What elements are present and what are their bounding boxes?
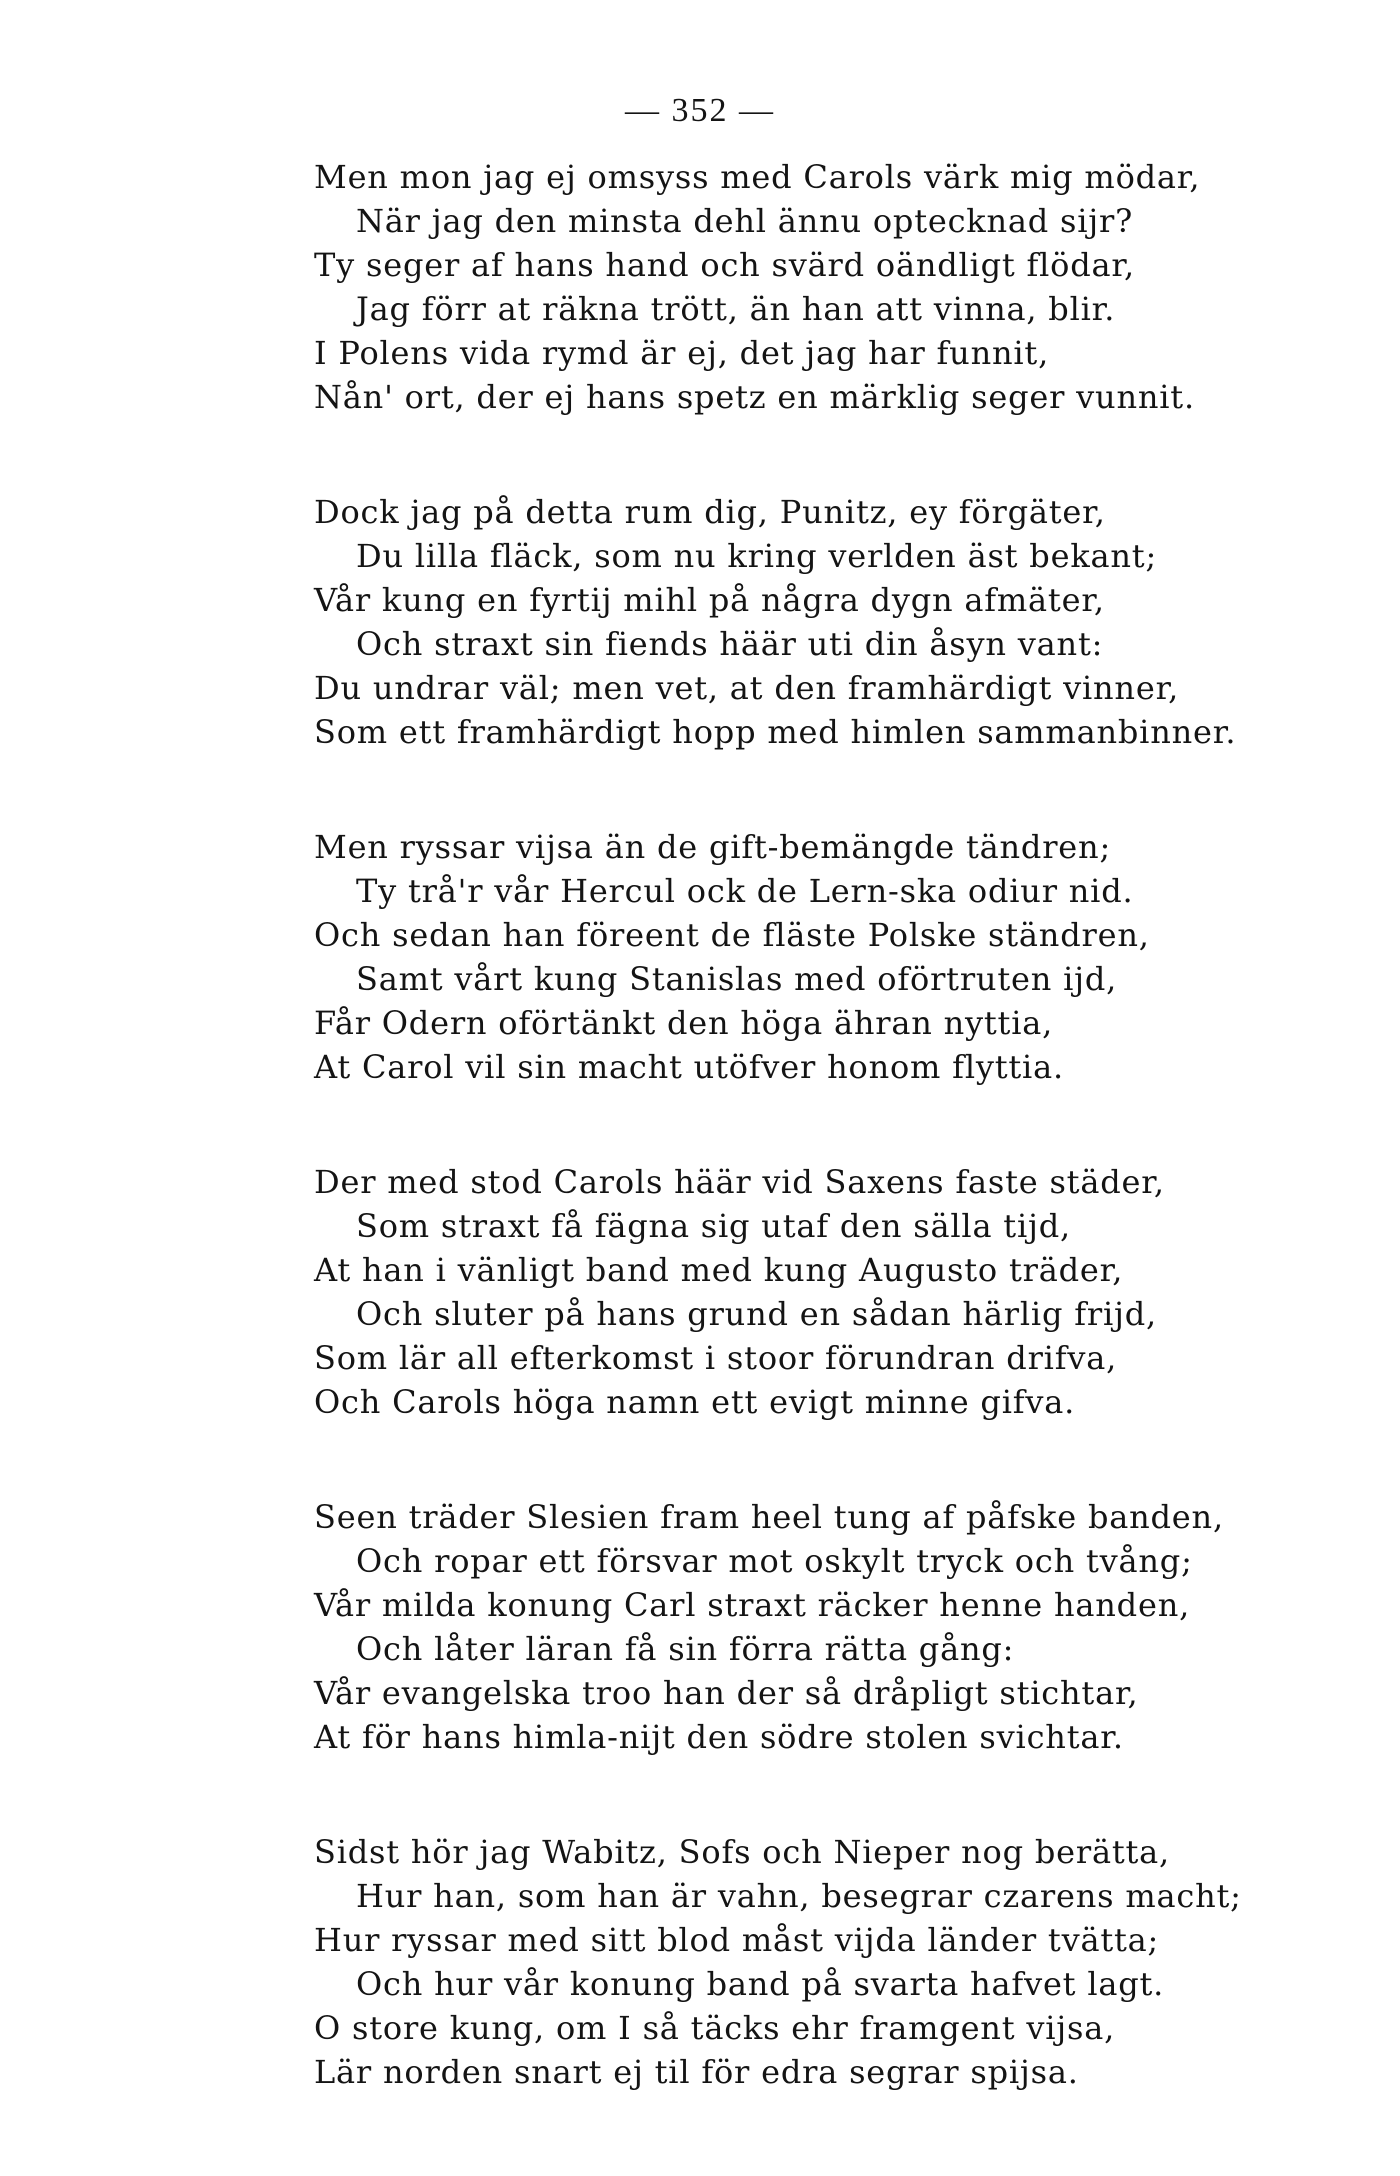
- verse-line: Och straxt sin fiends häär uti din åsyn vant:: [356, 625, 1104, 663]
- verse-line: Som straxt få fägna sig utaf den sälla tijd,: [356, 1207, 1071, 1245]
- stanza-6: [314, 1830, 1314, 2094]
- verse-line: Dock jag på detta rum dig, Punitz, ey förgäter,: [314, 493, 1106, 531]
- verse-line: Hur han, som han är vahn, besegrar czarens macht;: [356, 1877, 1242, 1915]
- verse-line: Vår kung en fyrtij mihl på några dygn afmäter,: [314, 581, 1105, 619]
- poem: [314, 155, 1314, 2165]
- verse-line: Nån' ort, der ej hans spetz en märklig seger vunnit.: [314, 378, 1195, 416]
- verse-line: Der med stod Carols häär vid Saxens faste städer,: [314, 1163, 1165, 1201]
- page-number: — 352 —: [625, 92, 775, 129]
- verse-line: Du undrar väl; men vet, at den framhärdigt vinner,: [314, 669, 1180, 707]
- verse-line: Och hur vår konung band på svarta hafvet lagt.: [356, 1965, 1165, 2003]
- verse-line: Lär norden snart ej til för edra segrar spijsa.: [314, 2053, 1079, 2091]
- verse-line: Sidst hör jag Wabitz, Sofs och Nieper nog berätta,: [314, 1833, 1171, 1871]
- verse-line: Du lilla fläck, som nu kring verlden äst bekant;: [356, 537, 1158, 575]
- verse-line: Får Odern oförtänkt den höga ähran nyttia,: [314, 1004, 1054, 1042]
- verse-line: I Polens vida rymd är ej, det jag har funnit,: [314, 334, 1050, 372]
- verse-line: Seen träder Slesien fram heel tung af påfske banden,: [314, 1498, 1224, 1536]
- verse-line: Ty seger af hans hand och svärd oändligt flödar,: [314, 246, 1135, 284]
- verse-line: Och sedan han föreent de fläste Polske ständren,: [314, 916, 1150, 954]
- verse-line: Men mon jag ej omsyss med Carols värk mig mödar,: [314, 158, 1201, 196]
- verse-line: Som ett framhärdigt hopp med himlen sammanbinner.: [314, 713, 1237, 751]
- stanza-2: [314, 490, 1314, 754]
- verse-line: Och Carols höga namn ett evigt minne gifva.: [314, 1383, 1076, 1421]
- stanza-1: [314, 155, 1314, 419]
- verse-line: Och låter läran få sin förra rätta gång:: [356, 1630, 1015, 1668]
- verse-line: Jag förr at räkna trött, än han att vinna, blir.: [356, 290, 1116, 328]
- verse-line: At Carol vil sin macht utöfver honom flyttia.: [314, 1048, 1064, 1086]
- stanza-5: [314, 1495, 1314, 1759]
- stanza-4: [314, 1160, 1314, 1424]
- verse-line: Samt vårt kung Stanislas med oförtruten ijd,: [356, 960, 1118, 998]
- verse-line: Och sluter på hans grund en sådan härlig frijd,: [356, 1295, 1157, 1333]
- verse-line: Ty trå'r vår Hercul ock de Lern-ska odiur nid.: [356, 872, 1134, 910]
- stanza-3: [314, 825, 1314, 1089]
- verse-line: När jag den minsta dehl ännu optecknad sijr?: [356, 202, 1134, 240]
- verse-line: Som lär all efterkomst i stoor förundran drifva,: [314, 1339, 1118, 1377]
- verse-line: Och ropar ett försvar mot oskylt tryck och tvång;: [356, 1542, 1193, 1580]
- verse-line: At för hans himla-nijt den södre stolen svichtar.: [314, 1718, 1124, 1756]
- verse-line: Men ryssar vijsa än de gift-bemängde tändren;: [314, 828, 1112, 866]
- verse-line: O store kung, om I så täcks ehr framgent vijsa,: [314, 2009, 1116, 2047]
- verse-line: At han i vänligt band med kung Augusto träder,: [314, 1251, 1124, 1289]
- verse-line: Vår milda konung Carl straxt räcker henne handen,: [314, 1586, 1191, 1624]
- verse-line: Vår evangelska troo han der så dråpligt stichtar,: [314, 1674, 1139, 1712]
- verse-line: Hur ryssar med sitt blod måst vijda länder tvätta;: [314, 1921, 1160, 1959]
